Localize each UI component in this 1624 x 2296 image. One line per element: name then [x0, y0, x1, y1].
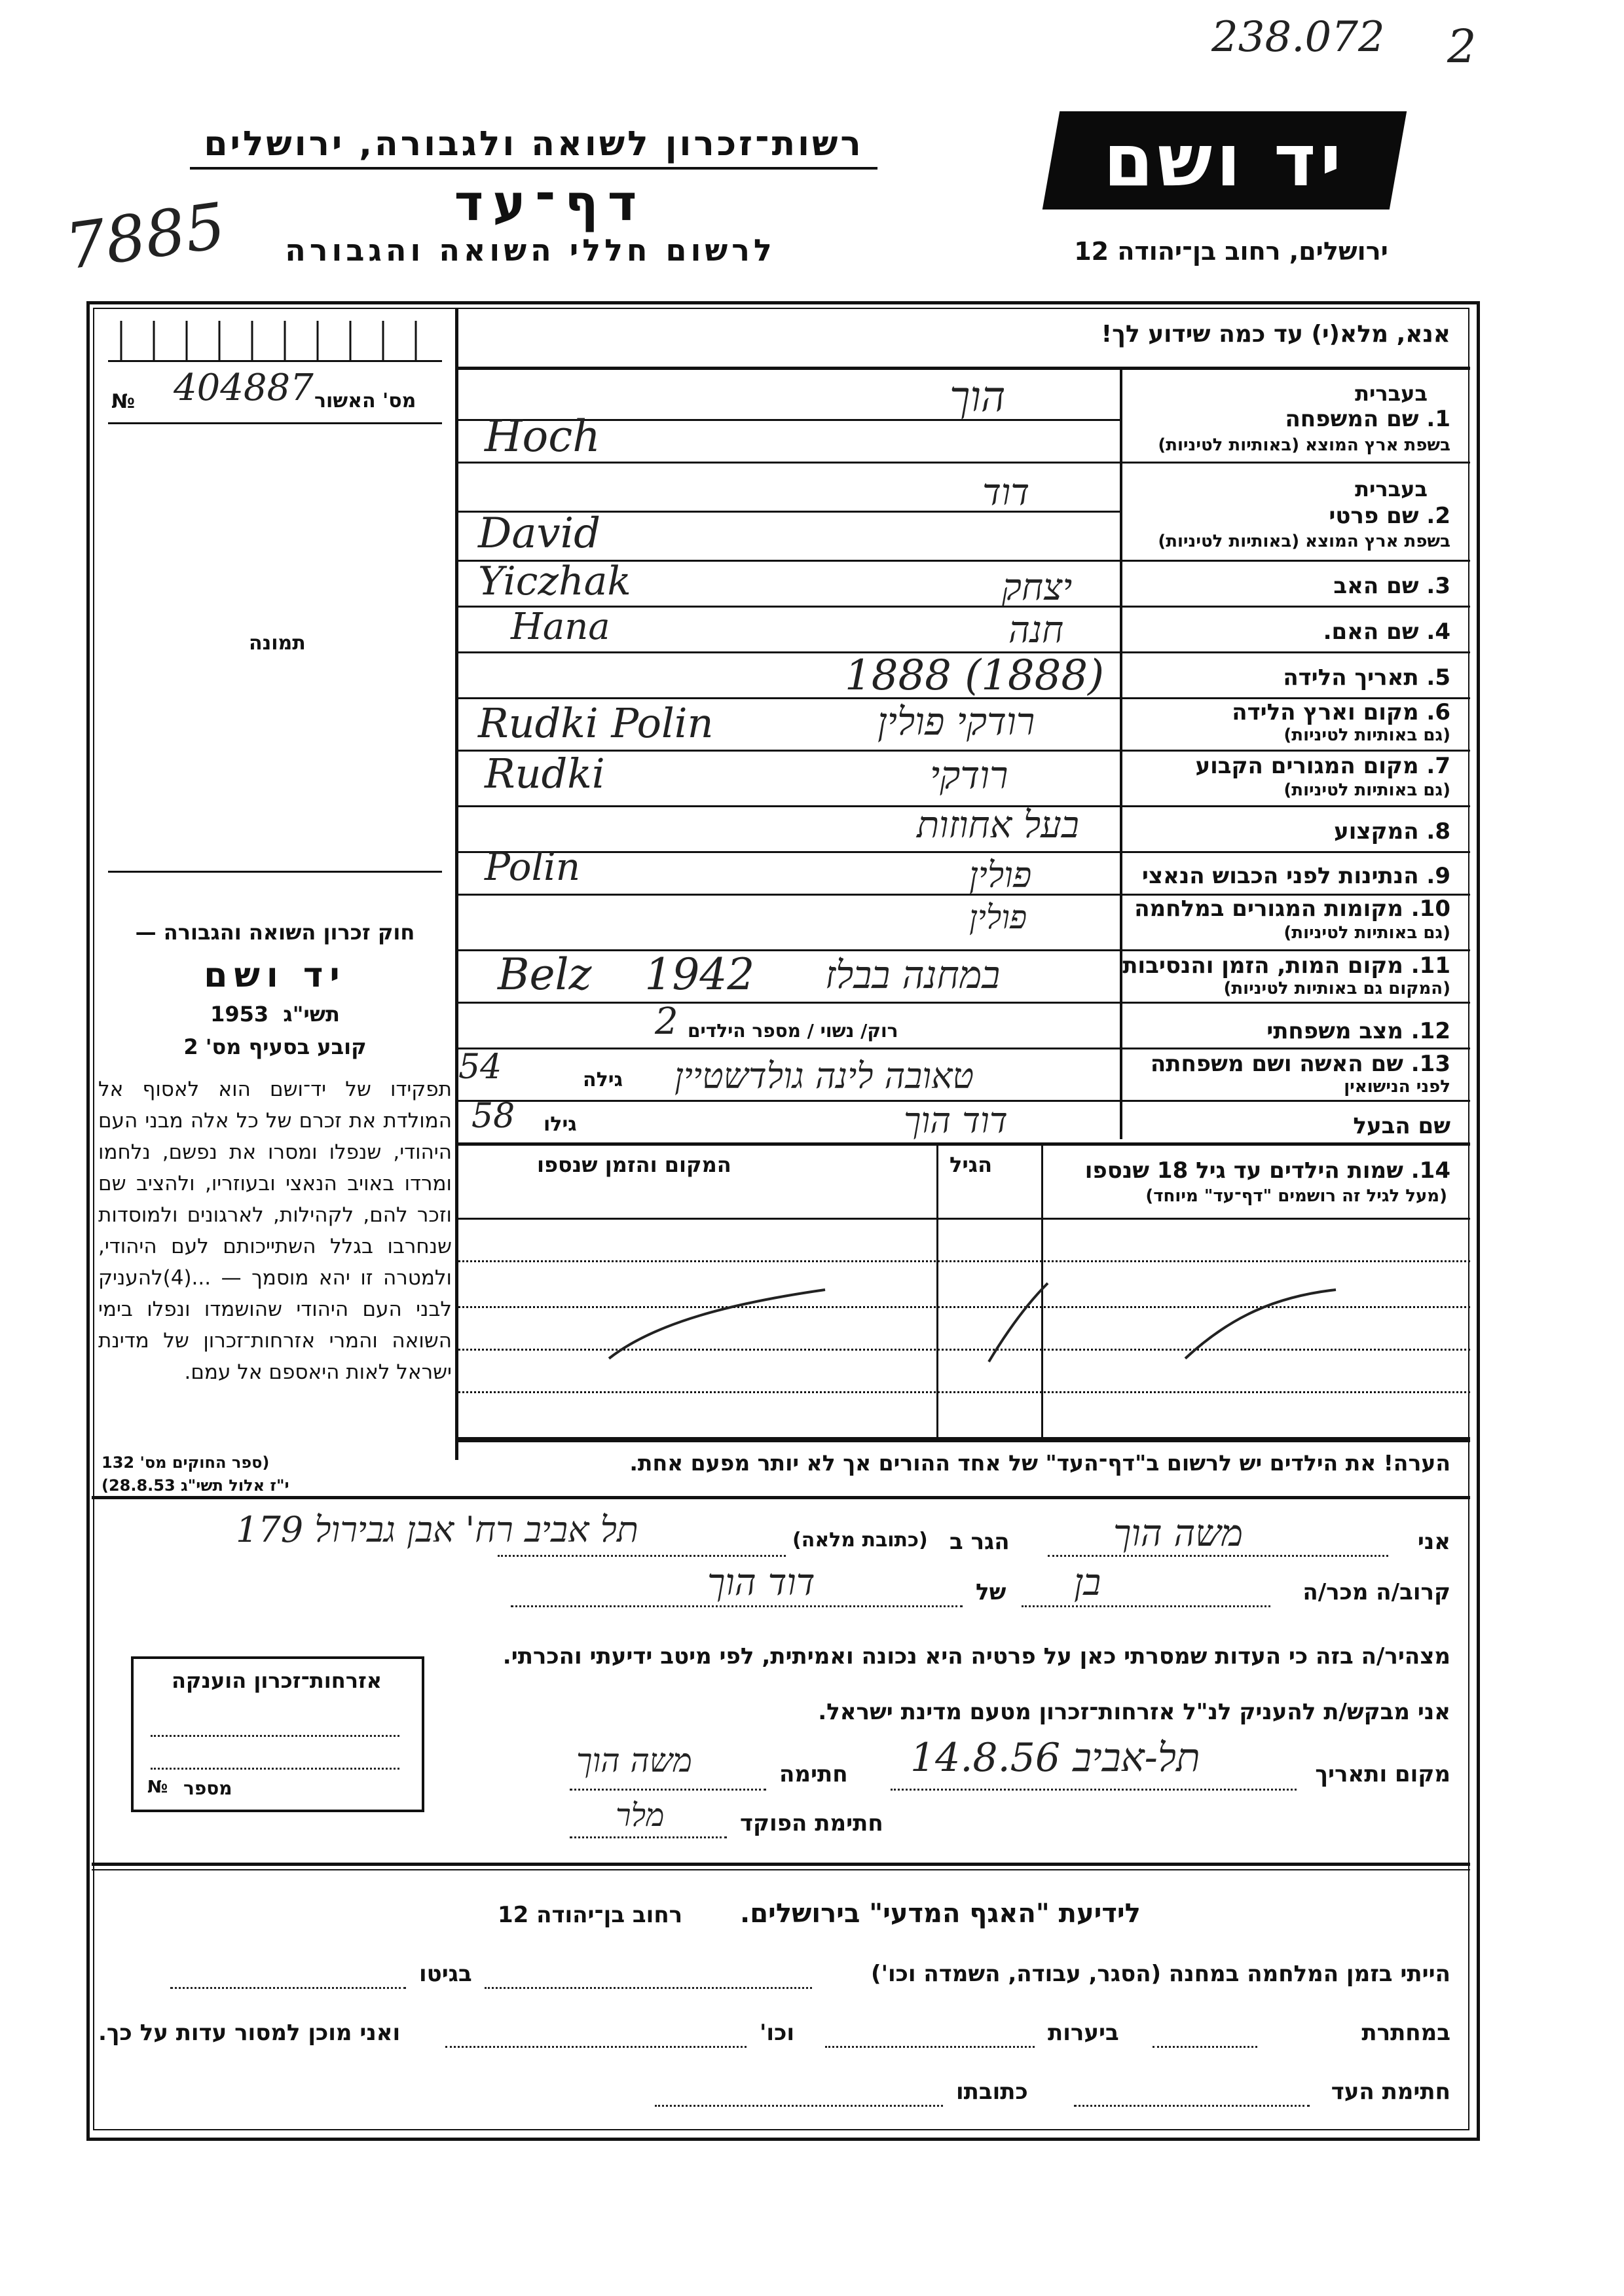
approval-label: מס' האשור	[314, 390, 416, 412]
law-year-gregorian: 1953	[210, 1002, 269, 1027]
approval-no-sign: №	[111, 390, 136, 413]
file-number: 238.072	[1211, 13, 1385, 62]
field-11-number: 11.	[1411, 953, 1450, 979]
registry-number: 7885	[61, 189, 230, 284]
row-line	[458, 462, 1470, 464]
field-13-number: 13.	[1411, 1051, 1450, 1077]
decl-place-date: תל-אביב 14.8.56	[910, 1735, 1200, 1781]
children-col-names	[1085, 1157, 1450, 1184]
bottom-line2-c: וכו'	[760, 2020, 795, 2046]
field-14-number: 14.	[1411, 1157, 1450, 1184]
death-place-hebrew: במחנה בבלז	[825, 953, 1001, 997]
decl-relation: בן	[1074, 1561, 1101, 1604]
nationality-latin: Polin	[485, 845, 581, 889]
page-number: 2	[1447, 20, 1477, 73]
children-col-names-sub: (מעל לגיל זה רושמים "דף־עד" מיוחד)	[1145, 1186, 1447, 1206]
field-2-number: 2.	[1426, 503, 1450, 529]
husband-age: 58	[471, 1097, 515, 1136]
approval-number: 404887	[174, 367, 314, 409]
wartime-residence: פולין	[969, 898, 1027, 936]
death-place-latin: Belz 1942	[498, 949, 755, 1000]
bottom-address-line	[655, 2105, 943, 2107]
law-body: תפקידו של יד־ושם הוא לאסוף אל המולדת את זכרם של כל אלה מבני העם היהודי, שנפלו ומסרו את נפשם, נלחמו ומרדו באויב הנאצי ובעוזריו, ולהציב שם וזכר להם, לקהילות, לארגונים ולמוסדות שנחרבו בגלל השתייכותם לעם היהודי, ולמטרה זו יהא מוסמך — ...(4)להעניק לבני העם היהודי שהושמדו ונפלו בימי השואה והמרי אזרחות־זכרון של מדינת ישראל לאות היאספם אל עמם.	[98, 1078, 452, 1384]
photo-label: תמונה	[249, 632, 306, 655]
authority-underline	[190, 167, 877, 170]
citizenship-line	[151, 1768, 399, 1770]
decl-signature: משה הוך	[576, 1741, 692, 1779]
bottom-line1-a: הייתי בזמן המלחמה במחנה (הסגר, עבודה, השמדה וכו')	[871, 1961, 1450, 1987]
field-9-label	[1142, 863, 1450, 889]
field-8-text: המקצוע	[1334, 818, 1419, 845]
decl-statement: מצהיר/ה בזה כי העדות שמסרתי כאן על פרטיה היא נכונה ואמיתית, לפי מיטב ידיעתי והכרתי.	[502, 1643, 1450, 1669]
form-title: דף־עד	[454, 173, 646, 232]
approval-ticks	[108, 321, 442, 362]
field-11-sub: (המקום גם באותיות לטיניות)	[1223, 979, 1450, 998]
field-6-number: 6.	[1426, 699, 1450, 725]
law-year-hebrew: תשי"ג	[283, 1002, 340, 1027]
wife-age-label: גילה	[583, 1068, 623, 1091]
children-count: 2	[655, 1000, 678, 1043]
firstname-hebrew: דוד	[982, 471, 1030, 514]
note-bottom-line	[92, 1496, 1470, 1499]
decl-of-name-line	[511, 1605, 963, 1607]
field-5-label	[1283, 665, 1450, 691]
decl-name-line	[1048, 1555, 1388, 1557]
law-heading: חוק זכרון השואה והגבורה —	[135, 920, 415, 945]
bottom-line2-a: במחתרת	[1361, 2020, 1450, 2046]
bottom-etc-line	[445, 2046, 747, 2048]
please-divider	[458, 367, 1470, 370]
bottom-top-line-2	[92, 1869, 1470, 1870]
yad-vashem-logo	[1043, 111, 1407, 210]
decl-place-date-label: מקום ותאריך	[1315, 1761, 1450, 1787]
field-7-number: 7.	[1426, 753, 1450, 779]
decl-relative: קרוב/ה מכר/ה	[1302, 1579, 1450, 1605]
field-1-number: 1.	[1426, 406, 1450, 432]
field-8-number: 8.	[1426, 818, 1450, 845]
mother-hebrew: חנה	[1008, 609, 1064, 651]
firstname-latin: David	[478, 509, 601, 558]
field-11-text: מקום המות, הזמן והנסיבות	[1122, 953, 1403, 979]
field-husband-label: שם הבעל	[1353, 1113, 1450, 1139]
citizenship-title: אזרחות־זכרון הוענקה	[171, 1668, 382, 1693]
field-11-label	[1122, 953, 1450, 979]
marital-options: רוק/ נשוי / מספר הילדים	[688, 1020, 898, 1042]
birthplace-hebrew: רודקי פולין	[877, 699, 1035, 744]
approval-line	[108, 422, 442, 424]
bottom-line2-b: ביערות	[1048, 2020, 1119, 2046]
surname-hebrew: הוך	[950, 373, 1006, 422]
bottom-witness-line	[1074, 2105, 1310, 2107]
bottom-address: רחוב בן־יהודה 12	[498, 1902, 683, 1928]
children-strikethrough-marks	[458, 1218, 1470, 1437]
row-line	[458, 750, 1470, 752]
field-1-text: שם המשפחה	[1285, 406, 1419, 432]
hint-hebrew-2: בעברית	[1355, 477, 1428, 501]
decl-address-hint: (כתובת מלאה)	[792, 1529, 928, 1552]
field-3-text: שם האב	[1333, 573, 1419, 599]
residence-latin: Rudki	[485, 750, 605, 797]
bottom-underground-line	[1153, 2046, 1257, 2048]
label-divider	[1120, 367, 1122, 1139]
field-13-sub: לפני הנישואין	[1344, 1077, 1450, 1097]
bottom-forest-line	[825, 2046, 1035, 2048]
decl-place-date-line	[891, 1789, 1297, 1791]
authority-title: רשות־זכרון לשואה ולגבורה, ירושלים	[204, 124, 864, 164]
field-12-label	[1266, 1018, 1450, 1044]
field-4-label	[1323, 619, 1450, 645]
decl-address: תל אביב רח' אבן גבירול 179	[236, 1509, 638, 1550]
mother-latin: Hana	[511, 606, 610, 648]
photo-bottom-line	[108, 871, 442, 873]
field-5-number: 5.	[1426, 665, 1450, 691]
field-9-text: הנתינות לפני הכבוש הנאצי	[1141, 863, 1419, 889]
children-col-age: הגיל	[950, 1152, 993, 1177]
decl-resides: הגר ב	[950, 1529, 1010, 1555]
tick-marks-icon	[108, 321, 442, 360]
law-name: יד ושם	[204, 956, 346, 995]
field-4-text: שם האם.	[1323, 619, 1419, 645]
father-latin: Yiczhak	[478, 558, 631, 604]
field-6-text: מקום וארץ הלידה	[1232, 699, 1419, 725]
hint-hebrew-1: בעברית	[1355, 381, 1428, 406]
row-line	[458, 1002, 1470, 1004]
field-6-label	[1232, 699, 1450, 725]
field-6-sub: (גם באותיות לטיניות)	[1283, 725, 1450, 745]
please-line: אנא, מלא(י) עד כמה שידוע לך!	[1101, 321, 1450, 348]
field-2-label	[1329, 503, 1450, 529]
residence-hebrew: רודקי	[930, 753, 1008, 797]
field-10-label	[1134, 896, 1450, 922]
children-col-names-text: שמות הילדים עד גיל 18 שנספו	[1084, 1157, 1403, 1184]
decl-address-line	[498, 1555, 786, 1557]
nationality-hebrew: פולין	[969, 854, 1032, 896]
bottom-line1-b: בגיטו	[419, 1961, 472, 1987]
decl-request: אני מבקש/ת להעניק לנ"ל אזרחות־זכרון מטעם מדינת ישראל.	[818, 1699, 1450, 1725]
decl-signature-label: חתימה	[779, 1761, 848, 1787]
bottom-line3-a: חתימת העד	[1331, 2079, 1450, 2105]
occupation: בעל אחוזות	[917, 804, 1079, 847]
bottom-line3-b: כתובתו	[956, 2079, 1028, 2105]
citizenship-no-label: מספר	[183, 1777, 232, 1799]
field-7-label	[1195, 753, 1450, 779]
decl-of-name: דוד הוך	[707, 1561, 815, 1604]
field-2-text: שם פרטי	[1329, 503, 1419, 529]
husband-age-label: גילו	[544, 1113, 577, 1136]
bottom-ghetto-line	[170, 1987, 406, 1989]
field-3-label	[1333, 573, 1450, 599]
field-1-sub: בשפת ארץ המוצא (באותיות לטיניות)	[1158, 435, 1450, 455]
field-5-text: תאריך הלידה	[1283, 665, 1419, 691]
form-subtitle: לרשום חללי השואה והגבורה	[285, 232, 776, 268]
field-10-number: 10.	[1411, 896, 1450, 922]
bottom-top-line	[92, 1863, 1470, 1866]
law-years	[105, 1002, 445, 1027]
wife-name: טאובה לינה גולדשטיין	[674, 1055, 974, 1097]
bottom-line2-d: ואני מוכן למסור עדות על כך.	[98, 2020, 401, 2046]
row-line	[458, 851, 1470, 853]
field-4-number: 4.	[1426, 619, 1450, 645]
decl-signature-line	[570, 1789, 766, 1791]
field-3-number: 3.	[1426, 573, 1450, 599]
decl-of: של	[976, 1579, 1006, 1605]
decl-name: משה הוך	[1113, 1512, 1244, 1555]
decl-relation-line	[1022, 1605, 1270, 1607]
birthplace-latin: Rudki Polin	[478, 699, 714, 747]
wife-age: 54	[458, 1048, 502, 1087]
decl-i: אני	[1417, 1529, 1450, 1555]
decl-officer-line	[570, 1836, 727, 1838]
law-footnote-2: י"ז אלול תשי"ג 28.8.53)	[101, 1476, 289, 1495]
husband-name: דוד הוך	[904, 1100, 1008, 1141]
decl-officer-label: חתימת הפוקד	[740, 1810, 883, 1836]
citizenship-line	[151, 1735, 399, 1737]
field-13-label	[1151, 1051, 1450, 1077]
bottom-camp-line	[485, 1987, 812, 1989]
field-7-sub: (גם באותיות לטיניות)	[1283, 780, 1450, 800]
row-line	[458, 1142, 1470, 1146]
field-10-sub: (גם באותיות לטיניות)	[1283, 923, 1450, 943]
citizenship-no-sign: №	[147, 1777, 168, 1797]
logo-text: יד ושם	[1103, 118, 1346, 202]
row-line	[458, 1048, 1470, 1049]
field-8-label	[1334, 818, 1450, 845]
father-hebrew: יצחק	[1002, 566, 1073, 609]
law-footnote-1: (ספר החוקים מס' 132	[101, 1453, 270, 1472]
field-12-number: 12.	[1411, 1018, 1450, 1044]
note-top-line	[458, 1440, 1470, 1442]
field-9-number: 9.	[1426, 863, 1450, 889]
field-12-text: מצב משפחתי	[1266, 1018, 1403, 1044]
field-1-label	[1285, 406, 1450, 432]
birth-date: 1888 (1888)	[845, 651, 1105, 700]
children-col-place: המקום והזמן שנספו	[537, 1152, 731, 1177]
note-text: הערה! את הילדים יש לרשום ב"דף־העד" של אחד ההורים אך לא יותר מפעם אחת.	[629, 1450, 1450, 1476]
decl-officer-signature: מלר	[616, 1797, 665, 1834]
law-clause: קובע בסעיף מס' 2	[183, 1034, 367, 1059]
surname-latin: Hoch	[485, 411, 600, 462]
bottom-title: לידיעת "האגף המדעי" בירושלים.	[740, 1899, 1141, 1929]
field-13-text: שם האשה ושם משפחתה	[1150, 1051, 1403, 1077]
header-address: ירושלים, רחוב בן־יהודה 12	[1074, 237, 1388, 266]
field-7-text: מקום המגורים הקבוע	[1195, 753, 1419, 779]
field-2-sub: בשפת ארץ המוצא (באותיות לטיניות)	[1158, 532, 1450, 551]
field-10-text: מקומות המגורים במלחמה	[1134, 896, 1403, 922]
